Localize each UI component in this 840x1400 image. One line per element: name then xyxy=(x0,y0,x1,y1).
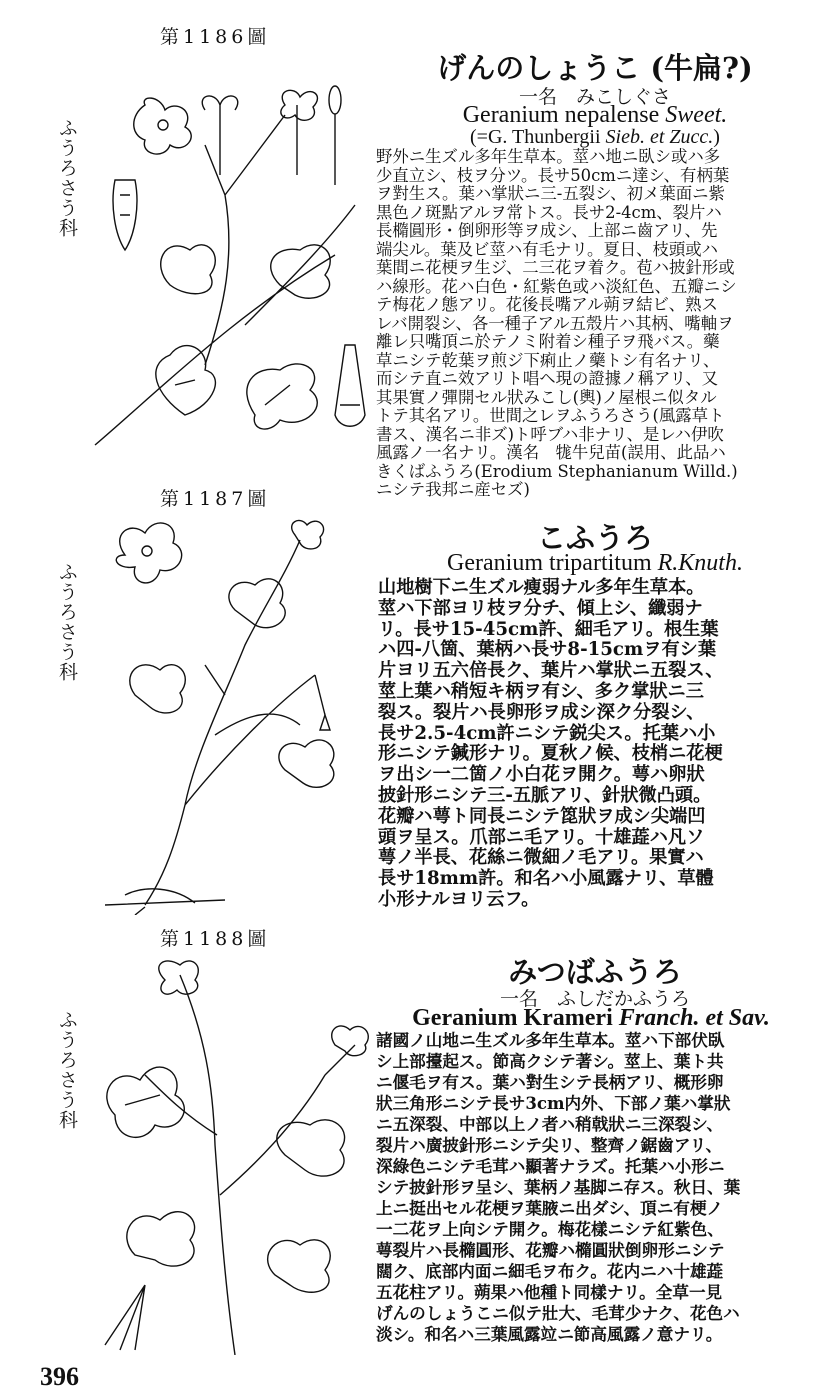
text-line: 莖上葉ハ稍短キ柄ヲ有シ、多ク掌狀ニ三 xyxy=(378,680,704,702)
species-title: こふうろ xyxy=(536,521,653,555)
synonym-close: ) xyxy=(713,126,720,148)
text-line: 莖ハ下部ヨリ枝ヲ分チ、傾上シ、纖弱ナ xyxy=(378,597,703,619)
text-line: ハ四-八箇、葉柄ハ長サ8-15cmヲ有シ葉 xyxy=(378,639,717,661)
text-line: 裂片ハ廣披針形ニシテ尖リ、整齊ノ鋸齒アリ、 xyxy=(376,1135,723,1155)
text-line: げんのしょうこニ似テ壯大、毛茸少ナク、花色ハ xyxy=(376,1303,740,1323)
text-line: 深綠色ニシテ毛茸ハ顯著ナラズ。托葉ハ小形ニ xyxy=(376,1156,725,1176)
text-line: 黒色ノ斑點アルヲ常トス。長サ2-4cm、裂片ハ xyxy=(376,202,722,222)
figure-label-1187: 第1187圖 xyxy=(160,488,271,510)
text-line: 諸國ノ山地ニ生ズル多年生草本。莖ハ下部伏臥 xyxy=(376,1030,725,1050)
text-line: 少直立シ、枝ヲ分ツ。長サ50cmニ達シ、有柄葉 xyxy=(376,165,730,185)
latin-name xyxy=(376,1005,806,1032)
alternate-name: 一名 ふしだかふうろ xyxy=(499,988,690,1010)
text-line: 淡シ。和名ハ三葉風露竝ニ節高風露ノ意ナリ。 xyxy=(376,1324,723,1344)
latin-author: Franch. et Sav. xyxy=(618,1005,770,1031)
page-number: 396 xyxy=(40,1362,79,1391)
text-line: 離レ只嘴頂ニ於テノミ附着シ種子ヲ飛バス。藥 xyxy=(376,332,720,351)
latin-name xyxy=(380,102,810,129)
synonym-name: (=G. Thunbergii xyxy=(470,126,606,148)
description-text xyxy=(378,578,723,911)
family-label: ふうろさう科 xyxy=(56,562,78,682)
text-line: 而シテ直ニ效アリト唱ヘ現の證據ノ稱アリ、又 xyxy=(376,369,719,388)
text-line: 葉間ニ花梗ヲ生ジ、二三花ヲ着ク。苞ハ披針形或 xyxy=(376,258,735,277)
latin-author: Sweet. xyxy=(665,102,728,128)
text-line: 五花柱アリ。蒴果ハ他種ト同樣ナリ。全草一見 xyxy=(376,1282,723,1302)
synonym xyxy=(380,126,810,149)
description-text xyxy=(376,1030,740,1345)
text-line: 小形ナルヨリ云フ。 xyxy=(378,888,540,910)
text-line: 頭ヲ呈ス。爪部ニ毛アリ。十雄蕋ハ凡ソ xyxy=(378,826,705,848)
text-line: 片ヨリ五六倍長ク、葉片ハ掌狀ニ五裂ス、 xyxy=(378,660,724,682)
text-line: 野外ニ生ズル多年生草本。莖ハ地ニ臥シ或ハ多 xyxy=(376,147,721,166)
text-line: 萼裂片ハ長橢圓形、花瓣ハ橢圓狀倒卵形ニシテ xyxy=(376,1240,725,1260)
text-line: ニシテ我邦ニ産セズ) xyxy=(376,480,530,499)
figure-label-1186: 第1186圖 xyxy=(160,26,271,48)
text-line: トテ其名アリ。世間之レヲふうろさう(風露草ト xyxy=(376,406,725,425)
text-line: きくばふうろ(Erodium Stephanianum Willd.) xyxy=(376,461,738,481)
text-line: テ梅花ノ態アリ。花後長嘴アル蒴ヲ結ビ、熟ス xyxy=(376,295,718,314)
text-line: 山地樹下ニ生ズル瘦弱ナル多年生草本。 xyxy=(378,577,705,598)
species-title: みつばふうろ xyxy=(508,955,682,989)
text-line: 其果實ノ彈開セル狀みこし(輿)ノ屋根ニ似タル xyxy=(376,387,717,407)
text-line: 闊ク、底部内面ニ細毛ヲ布ク。花内ニハ十雄蕋 xyxy=(376,1261,724,1281)
text-line: ヲ對生ス。葉ハ掌狀ニ三-五裂シ、初メ葉面ニ紫 xyxy=(376,184,725,203)
family-label: ふうろさう科 xyxy=(56,1010,78,1130)
text-line: レバ開裂シ、各一種子アル五殼片ハ其柄、嘴軸ヲ xyxy=(376,313,734,333)
text-line: 端尖ル。葉及ビ莖ハ有毛ナリ。夏日、枝頭或ハ xyxy=(376,239,719,259)
family-label: ふうろさう科 xyxy=(56,118,78,238)
latin-binomial: Geranium nepalense xyxy=(462,102,660,128)
text-line: 上ニ挺出セル花梗ヲ葉腋ニ出ダシ、頂ニ有梗ノ xyxy=(376,1198,724,1218)
illustration-geranium-tripartitum xyxy=(85,515,375,915)
text-line: 長橢圓形・倒卵形等ヲ成シ、上部ニ齒アリ、先 xyxy=(376,221,718,240)
text-line: 披針形ニシテ三-五脈アリ、針狀微凸頭。 xyxy=(378,784,712,806)
text-line: ハ線形。花ハ白色・紅紫色或ハ淡紅色、五瓣ニシ xyxy=(376,276,737,296)
description-text xyxy=(376,148,738,500)
text-line: ヲ出シ一二箇ノ小白花ヲ開ク。萼ハ卵狀 xyxy=(378,764,705,786)
latin-binomial: Geranium tripartitum xyxy=(447,550,652,576)
text-line: 長サ18mm許。和名ハ小風露ナリ、草體 xyxy=(378,868,714,890)
text-line: 長サ2.5-4cm許ニシテ鋭尖ス。托葉ハ小 xyxy=(378,722,716,744)
text-line: 花瓣ハ萼ト同長ニシテ箆狀ヲ成シ尖端凹 xyxy=(378,805,706,827)
text-line: 狀三角形ニシテ長サ3cm内外、下部ノ葉ハ掌狀 xyxy=(376,1093,731,1113)
text-line: ニ五深裂、中部以上ノ者ハ稍戟狀ニ三深裂シ、 xyxy=(376,1114,724,1134)
latin-name xyxy=(380,550,810,577)
text-line: 裂ス。裂片ハ長卵形ヲ成シ深ク分裂シ、 xyxy=(378,701,705,723)
text-line: 形ニシテ鍼形ナリ。夏秋ノ候、枝梢ニ花梗 xyxy=(378,743,723,765)
illustration-geranium-nepalense xyxy=(85,85,375,455)
species-title: げんのしょうこ (牛扁?) xyxy=(437,51,753,85)
text-line: 草ニシテ乾葉ヲ煎ジ下痢止ノ藥トシ有名ナリ、 xyxy=(376,350,720,370)
text-line: ニ偃毛ヲ有ス。葉ハ對生シテ長柄アリ、概形卵 xyxy=(376,1072,724,1092)
latin-author: R.Knuth. xyxy=(657,550,743,576)
illustration-geranium-krameri xyxy=(85,955,375,1355)
alternate-name: 一名 みこしぐさ xyxy=(518,86,671,108)
text-line: 書ス、漢名ニ非ズ)ト呼ブハ非ナリ、是レハ伊吹 xyxy=(376,424,724,444)
text-line: シ上部擡起ス。節高クシテ著シ。莖上、葉ト共 xyxy=(376,1051,724,1071)
figure-label-1188: 第1188圖 xyxy=(160,928,271,950)
text-line: 風露ノ一名ナリ。漢名 牻牛兒苗(誤用、此品ハ xyxy=(376,443,726,462)
text-line: リ。長サ15-45cm許、細毛アリ。根生葉 xyxy=(378,618,719,640)
synonym-author: Sieb. et Zucc. xyxy=(605,126,714,148)
text-line: シテ披針形ヲ呈シ、葉柄ノ基脚ニ存ス。秋日、葉 xyxy=(376,1177,741,1197)
text-line: 萼ノ半長、花絲ニ微細ノ毛アリ。果實ハ xyxy=(378,847,704,869)
latin-binomial: Geranium Krameri xyxy=(412,1005,613,1031)
text-line: 一二花ヲ上向シテ開ク。梅花樣ニシテ紅紫色、 xyxy=(376,1219,724,1239)
